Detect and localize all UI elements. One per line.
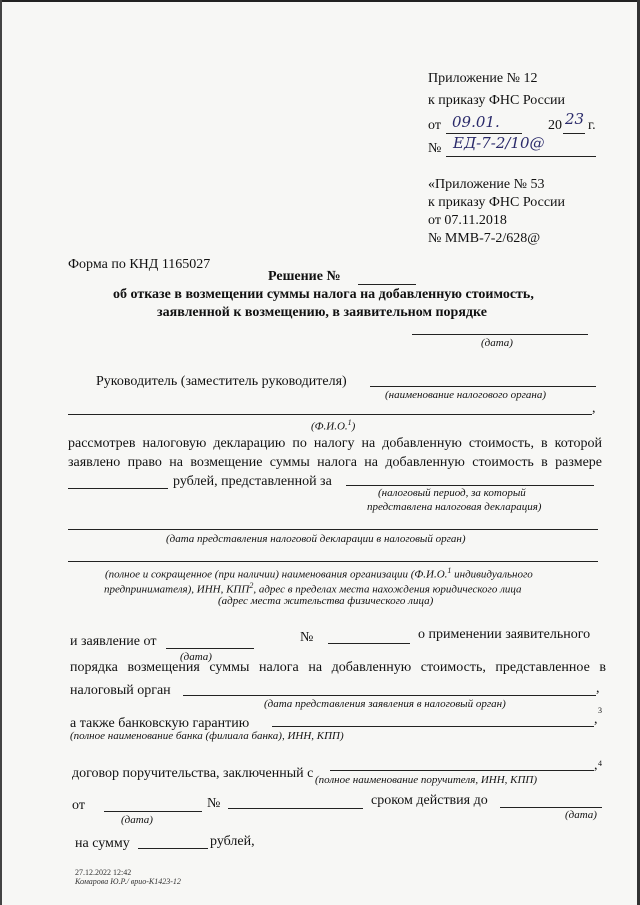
footer-user: Комарова Ю.Р./ врио-К1423-12: [75, 877, 181, 886]
valid-until-line: [500, 807, 602, 808]
tax-authority-caption: (наименование налогового органа): [385, 389, 547, 401]
appendix-date-handwritten: 09.01.: [452, 113, 500, 131]
app-date-caption: (дата): [180, 651, 212, 663]
org-line: [68, 561, 598, 562]
old-appendix-line4: № ММВ-7-2/628@: [428, 231, 541, 246]
form-code: Форма по КНД 1165027: [68, 257, 211, 272]
app-num-line: [328, 643, 410, 644]
old-appendix-line2: к приказу ФНС России: [428, 195, 566, 210]
appendix-line2: к приказу ФНС России: [428, 93, 566, 108]
appendix-year-line: [563, 133, 585, 134]
decl-date-line: [68, 529, 598, 530]
appendix-line1: Приложение № 12: [428, 71, 538, 86]
bank-comma: ,: [594, 712, 598, 727]
app-submit-date-line: [183, 695, 596, 696]
tax-period-caption-1: (налоговый период, за который: [378, 487, 526, 499]
procedure-line: порядка возмещения суммы налога на добавленную стоимость, представленное в: [70, 660, 606, 675]
appendix-year-suffix: г.: [588, 118, 596, 133]
contract-num-line: [228, 808, 363, 809]
app-submit-caption: (дата представления заявления в налоговый орган): [264, 698, 506, 710]
tax-authority-line: [370, 386, 596, 387]
on-applying-text: о применении заявительного: [418, 627, 591, 642]
fio-comma: ,: [592, 401, 596, 416]
contract-date-caption: (дата): [121, 814, 153, 826]
org-caption-1: (полное и сокращенное (при наличии) наименования организации (Ф.И.О.$^1$ индивидуального: [105, 566, 533, 581]
and-app-from: и заявление от: [70, 634, 157, 649]
appendix-num-handwritten: ЕД-7-2/10@: [453, 134, 545, 152]
app-submit-comma: ,: [596, 681, 600, 696]
appendix-year-prefix: 20: [548, 118, 562, 133]
head-label: Руководитель (заместитель руководителя): [96, 374, 347, 389]
decision-title: Решение №: [268, 269, 341, 284]
fio-caption: (Ф.И.О.$^1$): [311, 418, 356, 433]
title-line2: заявленной к возмещению, в заявительном порядке: [157, 305, 487, 320]
guarantor-sup: 4: [598, 759, 602, 768]
bank-guarantee-label: а также банковскую гарантию: [70, 716, 250, 731]
contract-num-sign: №: [207, 796, 221, 811]
tax-org-label: налоговый орган: [70, 683, 171, 698]
bank-sup: 3: [598, 706, 602, 715]
sum-label: на сумму: [75, 836, 130, 851]
appendix-num-label: №: [428, 141, 442, 156]
reviewed-line2: заявлено право на возмещение суммы налога на добавленную стоимость в размере: [68, 455, 602, 470]
bank-line: [272, 726, 594, 727]
appendix-num-line: [446, 156, 596, 157]
org-caption-2: предпринимателя), ИНН, КПП$^2$, адрес в пределах места нахождения юридического лица: [104, 581, 522, 596]
old-appendix-line3: от 07.11.2018: [428, 213, 507, 228]
tax-period-line: [346, 485, 594, 486]
tax-period-caption-2: представлена налоговая декларация): [367, 501, 542, 513]
decision-number-line: [358, 284, 416, 285]
rubles-for-text: рублей, представленной за: [173, 474, 332, 489]
guarantor-comma: ,: [594, 758, 598, 773]
title-line1: об отказе в возмещении суммы налога на добавленную стоимость,: [113, 287, 534, 302]
decl-date-caption: (дата представления налоговой декларации в налоговый орган): [166, 533, 466, 545]
guarantor-caption: (полное наименование поручителя, ИНН, КПП): [315, 774, 538, 786]
appendix-from-label: от: [428, 118, 441, 133]
valid-until-caption: (дата): [565, 809, 597, 821]
bank-caption: (полное наименование банка (филиала банка), ИНН, КПП): [70, 730, 344, 742]
old-appendix-line1: «Приложение № 53: [428, 177, 545, 192]
scan-edge-left: [0, 0, 2, 905]
decision-date-line: [412, 334, 588, 335]
app-num-sign: №: [300, 630, 314, 645]
fio-line: [68, 414, 592, 415]
contract-from: от: [72, 798, 85, 813]
decision-date-caption: (дата): [481, 337, 513, 349]
surety-label: договор поручительства, заключенный с: [72, 766, 314, 781]
scan-edge-top: [0, 0, 640, 2]
app-date-line: [166, 648, 254, 649]
org-caption-3: (адрес места жительства физического лица): [218, 595, 434, 607]
appendix-year-handwritten: 23: [565, 110, 585, 128]
reviewed-line1: рассмотрев налоговую декларацию по налогу на добавленную стоимость, в которой: [68, 436, 602, 451]
valid-until-label: сроком действия до: [371, 793, 488, 808]
contract-date-line: [104, 811, 202, 812]
guarantor-line: [330, 770, 594, 771]
sum-rubles: рублей,: [210, 834, 255, 849]
sum-line: [138, 848, 208, 849]
amount-line: [68, 488, 168, 489]
footer-date: 27.12.2022 12:42: [75, 868, 132, 877]
